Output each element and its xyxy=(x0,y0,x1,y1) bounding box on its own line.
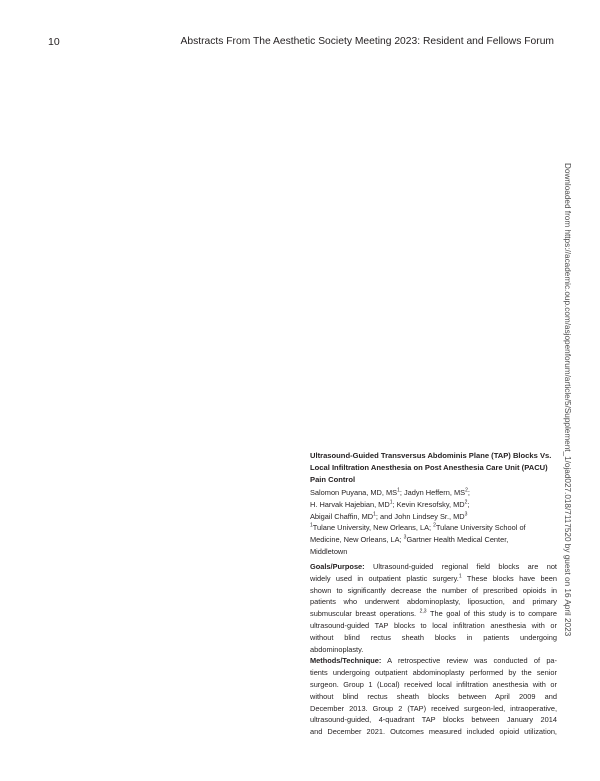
affiliation-line-3: Middletown xyxy=(310,546,348,556)
methods-label: Methods/Technique: xyxy=(310,656,382,666)
goals-line-3: shown to significantly decrease the number of prescribed opioids in xyxy=(310,585,557,595)
methods-line-4: without blind rectus sheath blocks between April 2009 and xyxy=(310,691,557,701)
goals-line-1: Goals/Purpose: Ultrasound-guided regional field blocks are not xyxy=(310,562,557,571)
author-line-1: Salomon Puyana, MD, $MS^1$; Jadyn Heffern, $MS^2$; xyxy=(310,487,470,497)
page-number: 10 xyxy=(48,36,60,48)
abstract-body xyxy=(310,561,557,738)
goals-label: Goals/Purpose: xyxy=(310,562,365,571)
methods-line-3: surgeon. Group 1 (Local) received local infiltration anesthesia with or xyxy=(310,679,557,689)
methods-line-5: December 2013. Group 2 (TAP) received surgeon-led, intraoperative, xyxy=(310,703,557,713)
goals-line-2: widely used in outpatient plastic surgery.$^1$ These blocks have been xyxy=(310,573,557,583)
goals-line-8: abdominoplasty. xyxy=(310,644,364,654)
author-line-2: H. Harvak Hajebian, $MD^1$; Kevin Kresofsky, $MD^2$; xyxy=(310,499,470,509)
abstract-title xyxy=(310,450,557,486)
affiliation-line-2: Medicine, New Orleans, LA; $^3$Gartner Health Medical Center, xyxy=(310,534,509,545)
affiliation-line-1: $^1$Tulane University, New Orleans, LA; $^2$Tulane University School of xyxy=(310,522,526,533)
goals-line-4: patients who underwent abdominoplasty, liposuction, and primary xyxy=(310,597,557,607)
goals-line-7: without blind rectus sheath blocks in patients undergoing xyxy=(310,632,557,642)
author-line-3: Abigail Chaffin, $MD^1$; and John Lindsey Sr., $MD^3$ xyxy=(310,511,468,521)
download-watermark: Downloaded from https://academic.oup.com/asjopenforum/article/5/Supplement_1/ojad027.018/7117520 by guest on 16 April 2023 xyxy=(563,163,572,637)
goals-line-6: ultrasound-guided TAP blocks to local infiltration anesthesia with or xyxy=(310,620,557,630)
goals-line-5: submuscular breast operations. $^{2,3}$ The goal of this study is to compare xyxy=(310,608,557,619)
methods-line-1: Methods/Technique: A retrospective review was conducted of pa- xyxy=(310,656,557,666)
methods-line-2: tients undergoing outpatient abdominoplasty performed by the senior xyxy=(310,668,557,678)
title-line-3: Pain Control xyxy=(310,475,356,484)
title-line-1: Ultrasound-Guided Transversus Abdominis Plane (TAP) Blocks Vs. xyxy=(310,451,552,460)
author-list xyxy=(310,487,557,558)
methods-line-6: ultrasound-guided, 4-quadrant TAP blocks between January 2014 xyxy=(310,715,557,725)
running-head: Abstracts From The Aesthetic Society Meeting 2023: Resident and Fellows Forum xyxy=(180,36,554,47)
title-line-2: Local Infiltration Anesthesia on Post Anesthesia Care Unit (PACU) xyxy=(310,463,548,472)
methods-line-7: and December 2021. Outcomes measured included opioid utilization, xyxy=(310,727,557,737)
